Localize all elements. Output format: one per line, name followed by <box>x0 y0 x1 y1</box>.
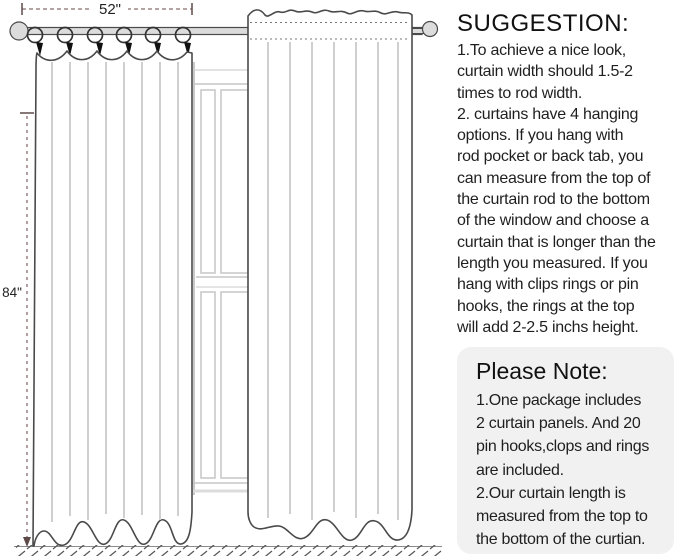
suggestion-heading: SUGGESTION: <box>457 10 630 37</box>
pin-clips <box>36 42 191 56</box>
text-line: 2.Our curtain length is <box>476 484 626 502</box>
text-line: 2. curtains have 4 hanging <box>457 105 639 123</box>
note-heading: Please Note: <box>476 358 608 384</box>
suggestion-section <box>457 8 679 338</box>
text-line: the curtain rod to the bottom <box>457 191 650 209</box>
rod-finial-right <box>423 22 438 37</box>
text-line: the bottom of the curtian. <box>476 531 646 549</box>
right-curtain-panel <box>248 10 412 540</box>
text-line: can measure from the top of <box>457 169 651 187</box>
text-line: will add 2-2.5 inchs height. <box>457 318 639 336</box>
floor <box>14 545 442 556</box>
note-text <box>476 389 674 551</box>
text-line: 2 curtain panels. And 20 <box>476 415 641 433</box>
text-line: are included. <box>476 461 564 479</box>
dimension-curtain-length <box>0 113 34 547</box>
window <box>192 62 252 495</box>
text-line: measured from the top to <box>476 508 648 526</box>
text-line: 1.One package includes <box>476 392 642 409</box>
text-line: of the window and choose a <box>457 212 649 230</box>
text-line: curtain that is longer than the <box>457 233 656 251</box>
curtain-length-label: 84" <box>2 285 22 300</box>
suggestion-text <box>457 40 679 338</box>
text-line: 1.To achieve a nice look, <box>457 42 626 59</box>
text-line: hooks, the rings at the top <box>457 297 635 315</box>
text-line: rod pocket or back tab, you <box>457 148 644 166</box>
text-line: curtain width should 1.5-2 <box>457 63 633 81</box>
text-line: pin hooks,clops and rings <box>476 438 650 456</box>
text-line: length you measured. If you <box>457 254 648 272</box>
rod-finial-left <box>10 22 28 40</box>
note-box <box>457 347 674 554</box>
left-curtain-panel <box>33 51 192 546</box>
text-line: options. If you hang with <box>457 127 624 145</box>
rod-width-label: 52" <box>98 1 122 18</box>
text-line: hang with clips rings or pin <box>457 276 639 294</box>
text-line: times to rod width. <box>457 84 583 102</box>
dimension-rod-width <box>22 0 192 18</box>
